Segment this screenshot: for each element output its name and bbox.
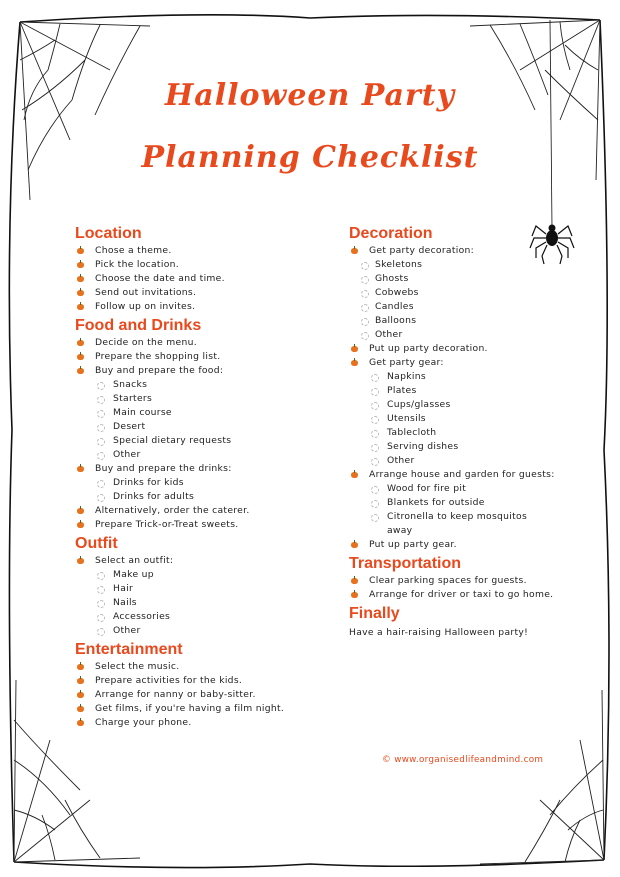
sub-list-item-continuation: away bbox=[387, 525, 413, 536]
sub-list-item: Wood for fire pit bbox=[349, 482, 579, 496]
list-item: Send out invitations. bbox=[75, 286, 345, 300]
sub-list-item: Special dietary requests bbox=[75, 434, 345, 448]
transportation-list bbox=[349, 574, 579, 602]
page-title-line2: Planning Checklist bbox=[141, 140, 479, 175]
sub-list-item: Make up bbox=[75, 568, 345, 582]
outfit-list bbox=[75, 554, 345, 638]
sub-list-item: Other bbox=[75, 624, 345, 638]
section-heading-decoration: Decoration bbox=[349, 225, 433, 242]
sub-list-item: Skeletons bbox=[349, 258, 579, 272]
right-column bbox=[349, 222, 579, 640]
page-title-line1: Halloween Party bbox=[164, 78, 456, 113]
sub-list-item: Hair bbox=[75, 582, 345, 596]
left-column bbox=[75, 222, 345, 730]
list-item: Choose the date and time. bbox=[75, 272, 345, 286]
list-item: Put up party gear. bbox=[349, 538, 579, 552]
sub-list-item: Drinks for kids bbox=[75, 476, 345, 490]
sub-list-item: Drinks for adults bbox=[75, 490, 345, 504]
section-heading-finally: Finally bbox=[349, 605, 400, 622]
list-item: Buy and prepare the food: bbox=[75, 364, 345, 378]
sub-list-item: Serving dishes bbox=[349, 440, 579, 454]
list-item: Prepare Trick-or-Treat sweets. bbox=[75, 518, 345, 532]
list-item: Chose a theme. bbox=[75, 244, 345, 258]
sub-list-item: Other bbox=[349, 328, 579, 342]
list-item: Clear parking spaces for guests. bbox=[349, 574, 579, 588]
list-item: Arrange for driver or taxi to go home. bbox=[349, 588, 579, 602]
sub-list-item: Plates bbox=[349, 384, 579, 398]
sub-list-item: Desert bbox=[75, 420, 345, 434]
sub-list-item: Nails bbox=[75, 596, 345, 610]
list-item: Arrange for nanny or baby-sitter. bbox=[75, 688, 345, 702]
section-heading-transportation: Transportation bbox=[349, 555, 462, 572]
entertainment-list bbox=[75, 660, 345, 730]
cobweb-bottom-right-icon bbox=[480, 690, 604, 864]
sub-list-item: Cups/glasses bbox=[349, 398, 579, 412]
list-item: Put up party decoration. bbox=[349, 342, 579, 356]
list-item: Prepare the shopping list. bbox=[75, 350, 345, 364]
list-item: Get party gear: bbox=[349, 356, 579, 370]
sub-list-item: Blankets for outside bbox=[349, 496, 579, 510]
list-item: Select an outfit: bbox=[75, 554, 345, 568]
decoration-list bbox=[349, 244, 579, 552]
list-item: Get films, if you're having a film night. bbox=[75, 702, 345, 716]
section-heading-outfit: Outfit bbox=[75, 535, 118, 552]
sub-list-item: Utensils bbox=[349, 412, 579, 426]
list-item: Arrange house and garden for guests: bbox=[349, 468, 579, 482]
sub-list-item: Napkins bbox=[349, 370, 579, 384]
sub-list-item: Ghosts bbox=[349, 272, 579, 286]
section-heading-food: Food and Drinks bbox=[75, 317, 202, 334]
closing-text: Have a hair-raising Halloween party! bbox=[349, 627, 529, 638]
section-heading-entertainment: Entertainment bbox=[75, 641, 183, 658]
sub-list-item: Starters bbox=[75, 392, 345, 406]
sub-list-item: Main course bbox=[75, 406, 345, 420]
list-item: Buy and prepare the drinks: bbox=[75, 462, 345, 476]
list-item: Prepare activities for the kids. bbox=[75, 674, 345, 688]
list-item: Follow up on invites. bbox=[75, 300, 345, 314]
section-heading-location: Location bbox=[75, 225, 142, 242]
sub-list-item: Balloons bbox=[349, 314, 579, 328]
list-item: Charge your phone. bbox=[75, 716, 345, 730]
list-item: Select the music. bbox=[75, 660, 345, 674]
food-list bbox=[75, 336, 345, 532]
copyright-link[interactable]: © www.organisedlifeandmind.com bbox=[382, 755, 544, 765]
sub-list-item: Tablecloth bbox=[349, 426, 579, 440]
sub-list-item: Accessories bbox=[75, 610, 345, 624]
list-item: Get party decoration: bbox=[349, 244, 579, 258]
sub-list-item: Snacks bbox=[75, 378, 345, 392]
list-item: Decide on the menu. bbox=[75, 336, 345, 350]
location-list bbox=[75, 244, 345, 314]
sub-list-item: Candles bbox=[349, 300, 579, 314]
sub-list-item: Cobwebs bbox=[349, 286, 579, 300]
sub-list-item: Other bbox=[75, 448, 345, 462]
sub-list-item: Other bbox=[349, 454, 579, 468]
list-item: Alternatively, order the caterer. bbox=[75, 504, 345, 518]
list-item: Pick the location. bbox=[75, 258, 345, 272]
sub-list-item: Citronella to keep mosquitos bbox=[349, 510, 579, 524]
